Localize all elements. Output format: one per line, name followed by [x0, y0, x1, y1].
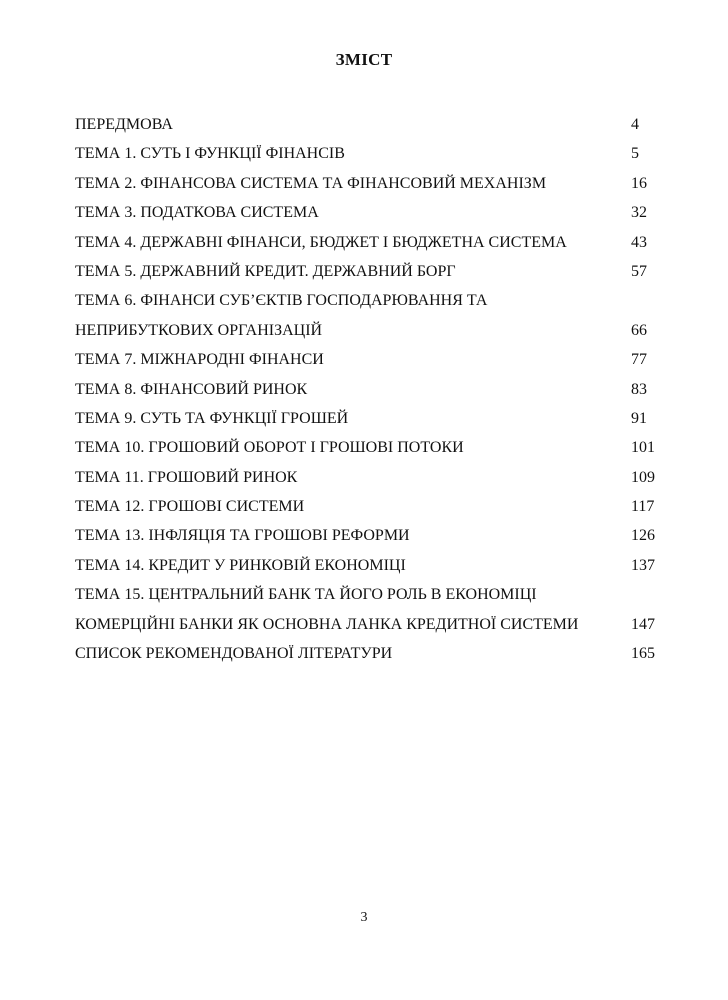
toc-entry[interactable] [75, 169, 655, 198]
toc-entry-title: ТЕМА 1. СУТЬ І ФУНКЦІЇ ФІНАНСІВ [75, 145, 345, 163]
toc-entry-page: 4 [631, 116, 639, 133]
toc-entry-page: 165 [631, 645, 655, 663]
toc-entry-title: ТЕМА 10. ГРОШОВИЙ ОБОРОТ І ГРОШОВІ ПОТОКИ [75, 439, 464, 457]
toc-entry-page: 77 [631, 351, 647, 369]
toc-entry-title: ТЕМА 15. ЦЕНТРАЛЬНИЙ БАНК ТА ЙОГО РОЛЬ В ЕКОНОМІЦІ [75, 586, 537, 604]
toc-entry[interactable] [75, 257, 655, 286]
toc-entry-title: ТЕМА 13. ІНФЛЯЦІЯ ТА ГРОШОВІ РЕФОРМИ [75, 527, 410, 545]
toc-entry[interactable] [75, 551, 655, 580]
toc-entry[interactable] [75, 316, 655, 345]
toc-entry-title: ТЕМА 6. ФІНАНСИ СУБ’ЄКТІВ ГОСПОДАРЮВАННЯ ТА [75, 292, 488, 310]
toc-entry[interactable] [75, 521, 655, 550]
toc-entry[interactable] [75, 228, 655, 257]
toc-entry-title: ПЕРЕДМОВА [75, 116, 173, 133]
toc-entry[interactable] [75, 286, 655, 315]
toc-entry-title: ТЕМА 9. СУТЬ ТА ФУНКЦІЇ ГРОШЕЙ [75, 409, 349, 427]
page-title: ЗМІСТ [335, 50, 393, 69]
toc-entry-title: НЕПРИБУТКОВИХ ОРГАНІЗАЦІЙ [75, 321, 323, 339]
toc-entry-title: ТЕМА 12. ГРОШОВІ СИСТЕМИ [75, 498, 305, 516]
toc-entry-title: КОМЕРЦІЙНІ БАНКИ ЯК ОСНОВНА ЛАНКА КРЕДИТНОЇ СИСТЕМИ [75, 615, 579, 633]
toc-entry-page: 57 [631, 262, 647, 280]
toc-entry[interactable] [75, 463, 655, 492]
toc-entry[interactable] [75, 198, 655, 227]
toc-entry-title: ТЕМА 7. МІЖНАРОДНІ ФІНАНСИ [75, 351, 324, 369]
toc-entry-page: 109 [631, 468, 655, 486]
toc-entry[interactable] [75, 639, 655, 668]
toc-entry-page: 126 [631, 527, 655, 545]
toc-entry-page: 32 [631, 204, 647, 222]
toc-entry-title: ТЕМА 3. ПОДАТКОВА СИСТЕМА [75, 204, 319, 222]
page-number: 3 [360, 910, 368, 925]
toc-entry-page: 66 [631, 321, 647, 339]
toc-entry-title: ТЕМА 14. КРЕДИТ У РИНКОВІЙ ЕКОНОМІЦІ [75, 556, 406, 574]
toc-entry[interactable] [75, 610, 655, 639]
toc-entry-title: ТЕМА 8. ФІНАНСОВИЙ РИНОК [75, 380, 308, 398]
toc-entry[interactable] [75, 404, 655, 433]
toc-entry[interactable] [75, 345, 655, 374]
toc-entry-page: 16 [631, 174, 647, 192]
toc-entry-page: 43 [631, 233, 647, 251]
table-of-contents [75, 110, 655, 668]
toc-entry[interactable] [75, 492, 655, 521]
toc-entry[interactable] [75, 580, 655, 609]
toc-entry[interactable] [75, 139, 655, 168]
toc-entry-page: 5 [631, 145, 639, 163]
toc-entry-page: 147 [631, 615, 655, 633]
toc-entry[interactable] [75, 110, 655, 139]
toc-entry-title: ТЕМА 5. ДЕРЖАВНИЙ КРЕДИТ. ДЕРЖАВНИЙ БОРГ [75, 262, 456, 280]
toc-entry[interactable] [75, 375, 655, 404]
toc-entry-page: 83 [631, 380, 647, 398]
toc-entry-page: 117 [631, 498, 655, 516]
toc-entry-title: ТЕМА 11. ГРОШОВИЙ РИНОК [75, 468, 298, 486]
toc-entry-page: 101 [631, 439, 655, 457]
toc-entry-page: 137 [631, 556, 655, 574]
toc-entry-title: ТЕМА 4. ДЕРЖАВНІ ФІНАНСИ, БЮДЖЕТ І БЮДЖЕТНА СИСТЕМА [75, 233, 567, 251]
toc-entry-page: 91 [631, 409, 647, 427]
toc-entry-title: СПИСОК РЕКОМЕНДОВАНОЇ ЛІТЕРАТУРИ [75, 645, 393, 663]
toc-entry[interactable] [75, 433, 655, 462]
toc-entry-title: ТЕМА 2. ФІНАНСОВА СИСТЕМА ТА ФІНАНСОВИЙ МЕХАНІЗМ [75, 174, 547, 192]
